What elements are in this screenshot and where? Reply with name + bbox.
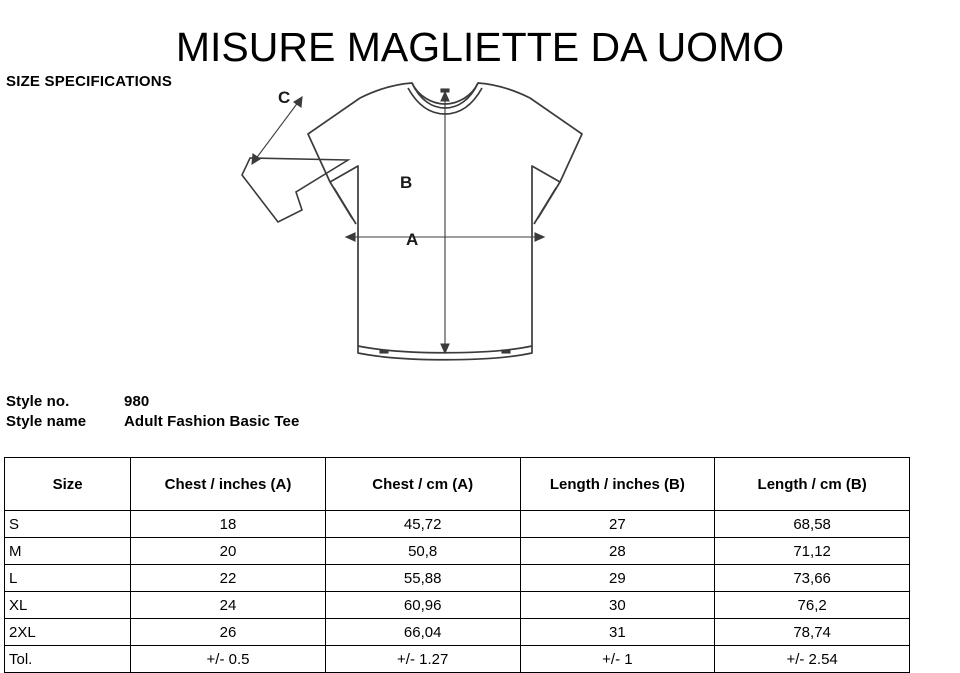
size-specifications-label: SIZE SPECIFICATIONS xyxy=(6,73,173,90)
table-row xyxy=(5,511,910,538)
style-name-row xyxy=(6,413,299,430)
cell-chest-inches: 24 xyxy=(131,592,326,619)
cell-size: M xyxy=(5,538,131,565)
cell-chest-cm: 45,72 xyxy=(325,511,520,538)
style-name-label: Style name xyxy=(6,413,87,430)
cell-length-cm: 68,58 xyxy=(715,511,910,538)
page-title: MISURE MAGLIETTE DA UOMO xyxy=(175,24,785,71)
tshirt-diagram xyxy=(230,70,630,380)
header-length-cm: Length / cm (B) xyxy=(715,458,910,511)
cell-length-cm: 78,74 xyxy=(715,619,910,646)
cell-length-inches: 27 xyxy=(520,511,715,538)
cell-chest-cm: +/- 1.27 xyxy=(325,646,520,673)
cell-chest-cm: 60,96 xyxy=(325,592,520,619)
cell-size: L xyxy=(5,565,131,592)
marker-a-label: A xyxy=(406,230,419,249)
cell-length-cm: 73,66 xyxy=(715,565,910,592)
cell-length-inches: +/- 1 xyxy=(520,646,715,673)
cell-size: S xyxy=(5,511,131,538)
header-length-inches: Length / inches (B) xyxy=(520,458,715,511)
marker-c-label: C xyxy=(278,88,291,107)
cell-length-cm: 71,12 xyxy=(715,538,910,565)
cell-chest-inches: 20 xyxy=(131,538,326,565)
cell-size: Tol. xyxy=(5,646,131,673)
style-info xyxy=(6,393,299,433)
cell-chest-inches: +/- 0.5 xyxy=(131,646,326,673)
cell-length-inches: 30 xyxy=(520,592,715,619)
cell-chest-cm: 50,8 xyxy=(325,538,520,565)
cell-chest-inches: 22 xyxy=(131,565,326,592)
cell-chest-cm: 66,04 xyxy=(325,619,520,646)
cell-size: XL xyxy=(5,592,131,619)
cell-size: 2XL xyxy=(5,619,131,646)
table-row xyxy=(5,619,910,646)
cell-length-inches: 29 xyxy=(520,565,715,592)
cell-length-inches: 31 xyxy=(520,619,715,646)
size-table xyxy=(4,457,910,673)
style-name-value: Adult Fashion Basic Tee xyxy=(124,413,300,430)
table-row xyxy=(5,565,910,592)
style-no-value: 980 xyxy=(124,393,150,410)
style-no-label: Style no. xyxy=(6,393,70,410)
cell-chest-inches: 26 xyxy=(131,619,326,646)
cell-chest-cm: 55,88 xyxy=(325,565,520,592)
header-chest-cm: Chest / cm (A) xyxy=(325,458,520,511)
marker-b-label: B xyxy=(400,173,413,192)
cell-length-cm: 76,2 xyxy=(715,592,910,619)
cell-length-cm: +/- 2.54 xyxy=(715,646,910,673)
table-header-row xyxy=(5,458,910,511)
header-size: Size xyxy=(5,458,131,511)
cell-chest-inches: 18 xyxy=(131,511,326,538)
header-chest-inches: Chest / inches (A) xyxy=(131,458,326,511)
table-row xyxy=(5,646,910,673)
table-row xyxy=(5,538,910,565)
cell-length-inches: 28 xyxy=(520,538,715,565)
table-row xyxy=(5,592,910,619)
style-no-row xyxy=(6,393,299,410)
